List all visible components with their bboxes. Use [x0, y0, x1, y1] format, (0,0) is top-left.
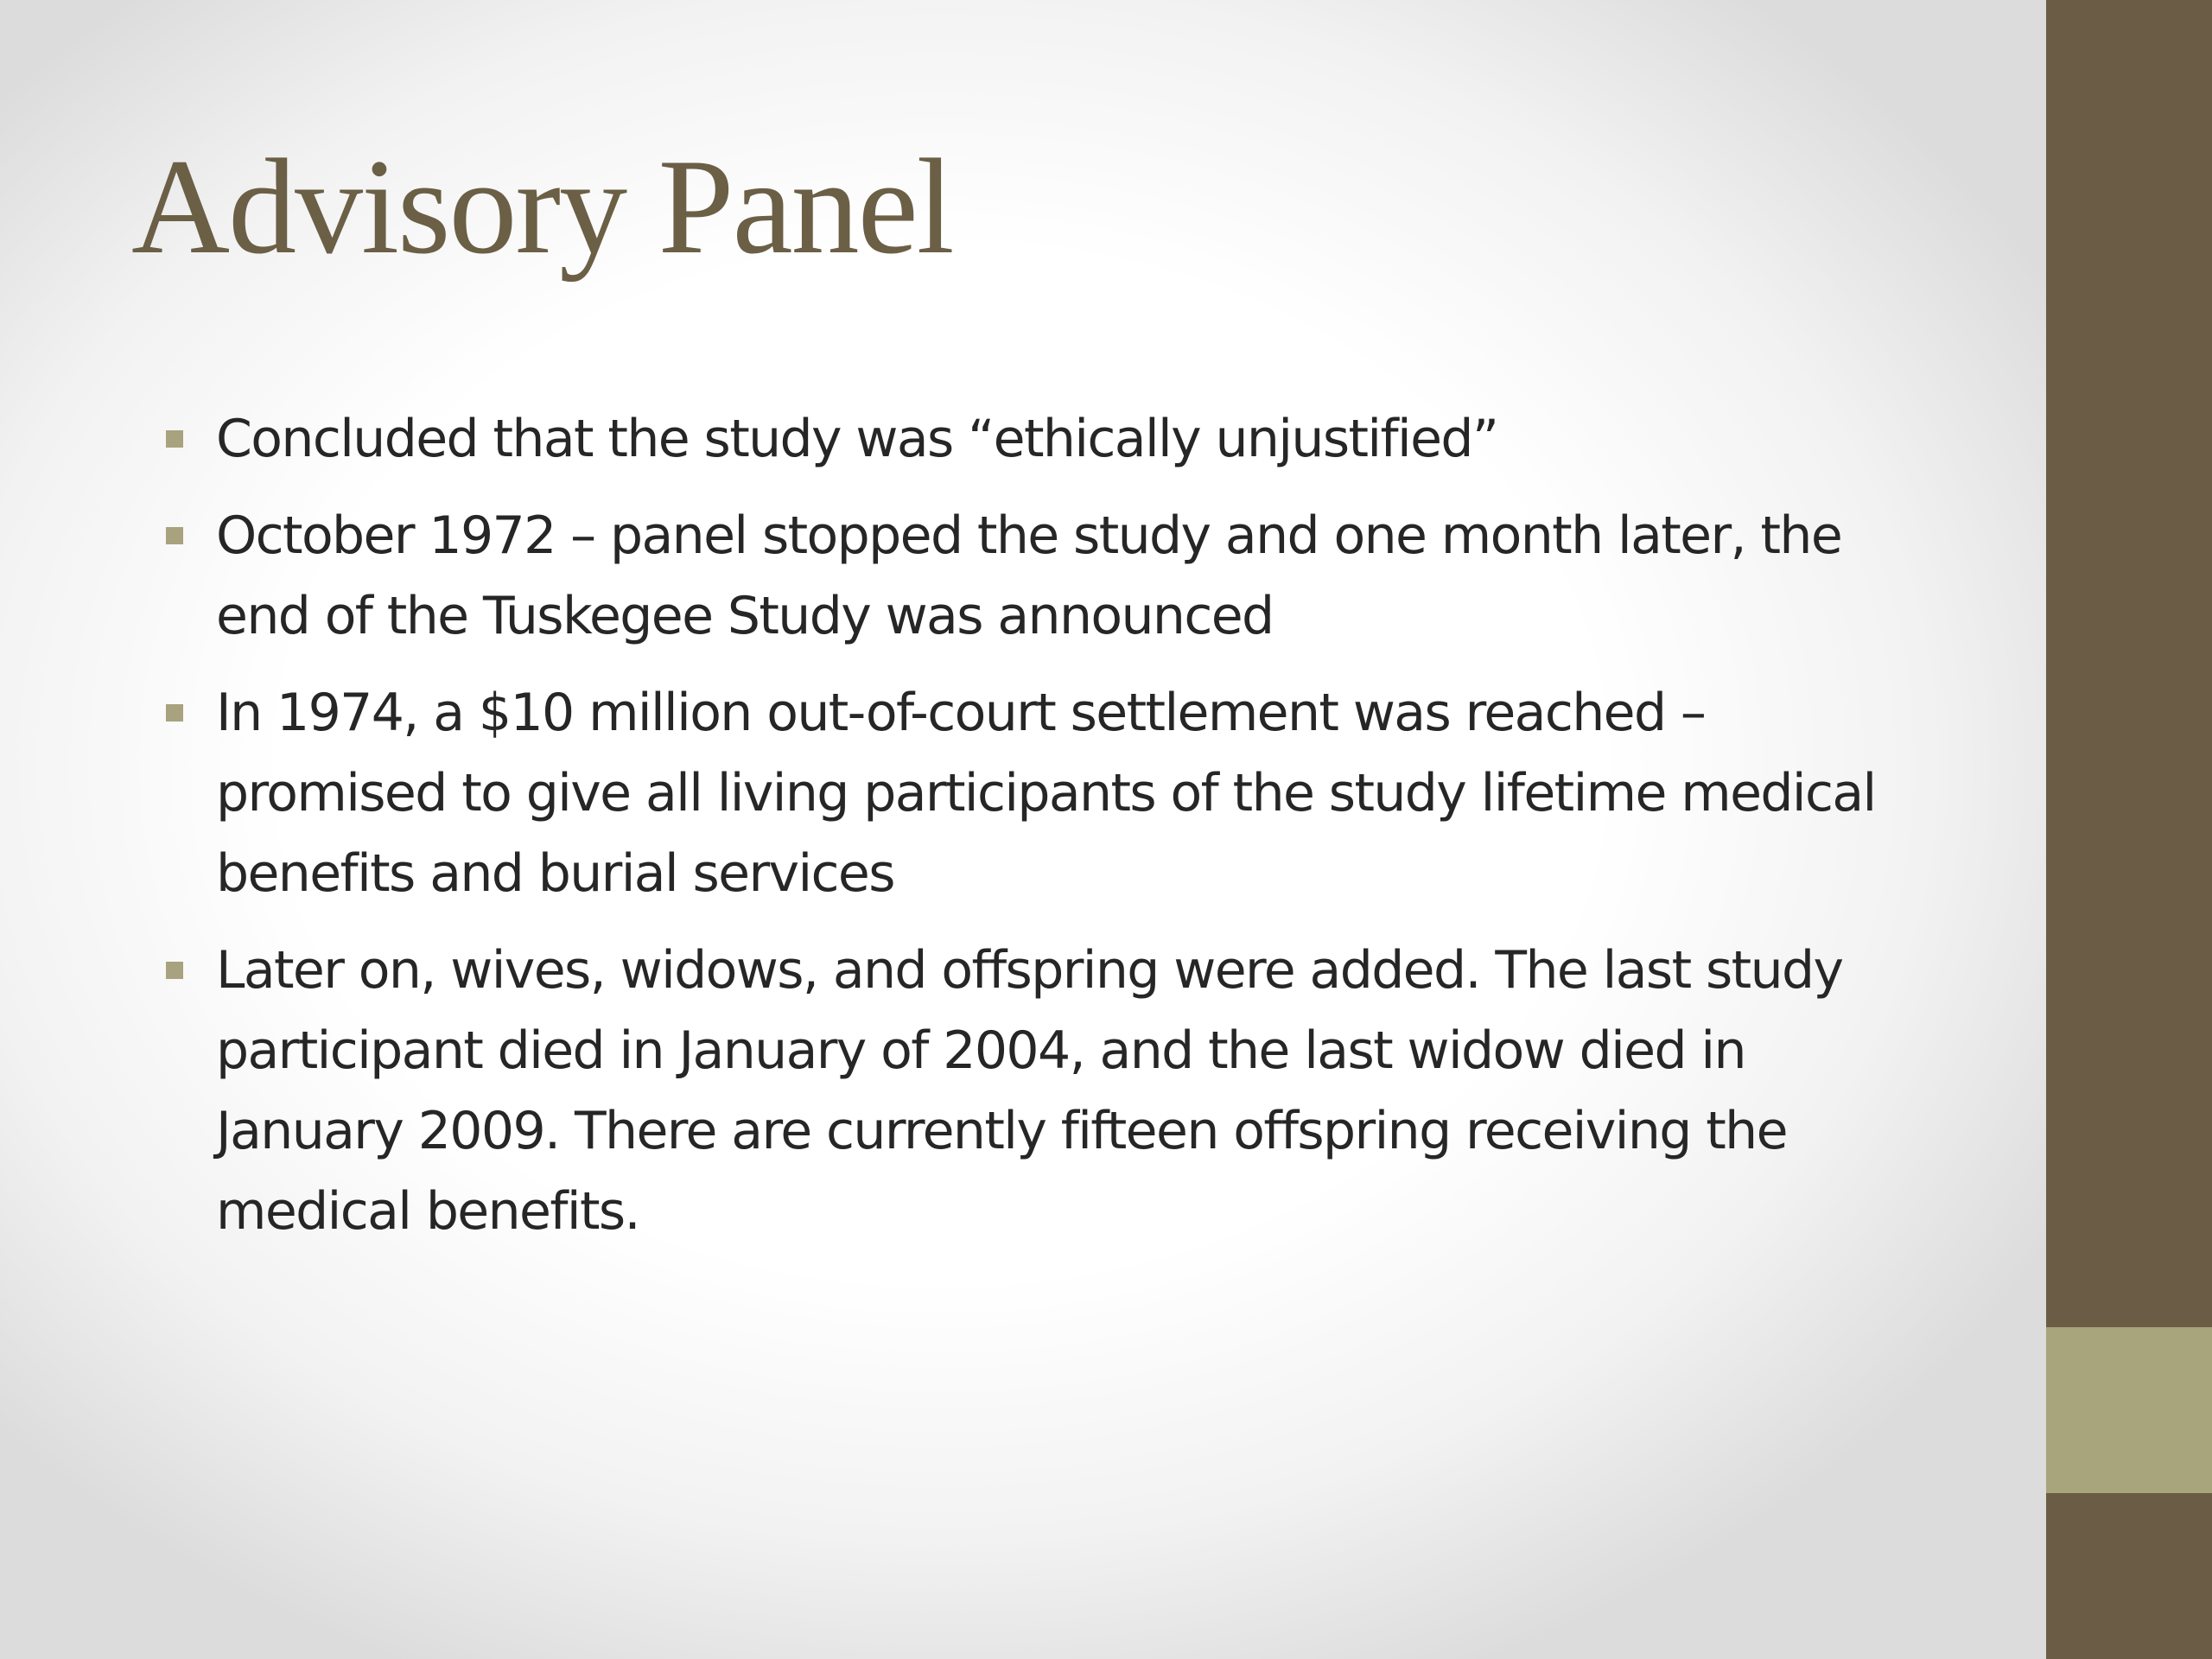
bullet-item [166, 931, 1929, 1252]
bullet-item [166, 399, 1929, 480]
square-bullet-icon [166, 430, 183, 448]
side-band-light-block [2046, 1327, 2212, 1493]
square-bullet-icon [166, 527, 183, 544]
bullet-text: In 1974, a $10 million out-of-court settlement was reached – promised to give all living participants of the study lifetime medical benefits and burial services [216, 683, 1876, 904]
bullet-item [166, 496, 1929, 657]
side-band-dark-top [2046, 0, 2212, 1327]
bullet-text: Concluded that the study was “ethically unjustified” [216, 409, 1498, 469]
side-accent-band [2046, 0, 2212, 1659]
bullet-item [166, 673, 1929, 914]
square-bullet-icon [166, 704, 183, 721]
slide-title: Advisory Panel [131, 131, 953, 283]
square-bullet-icon [166, 962, 183, 979]
bullet-text: Later on, wives, widows, and offspring were added. The last study participant died in January of 2004, and the last widow died in January 2009. There are currently fifteen offspring receiving the medical benefits. [216, 940, 1843, 1242]
bullet-text: October 1972 – panel stopped the study and one month later, the end of the Tuskegee Study was announced [216, 505, 1842, 646]
side-band-dark-bottom [2046, 1493, 2212, 1659]
bullet-list [166, 399, 1929, 1268]
